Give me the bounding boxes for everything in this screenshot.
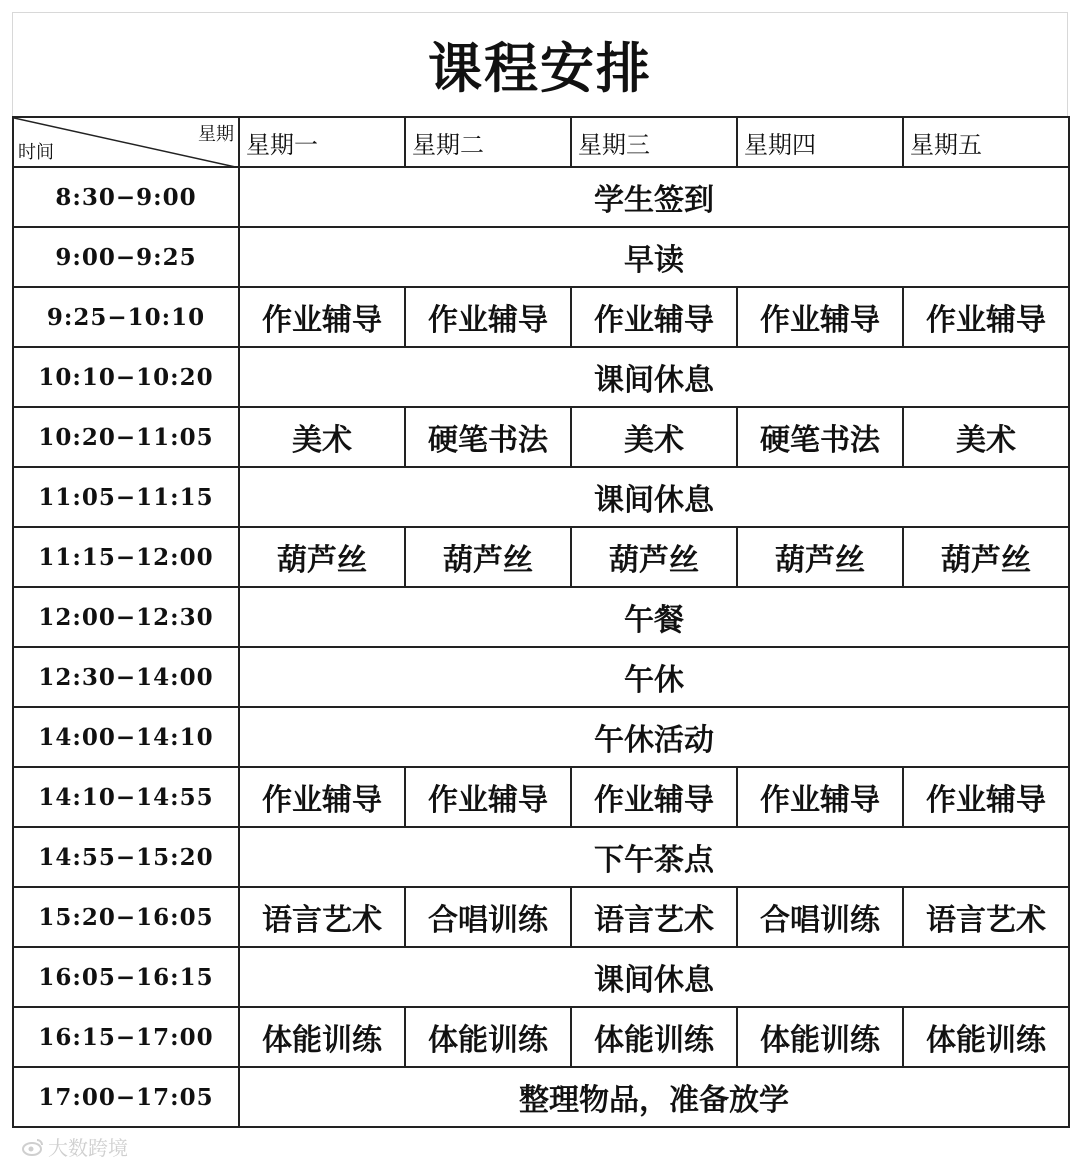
activity-cell: 语言艺术 xyxy=(903,887,1069,947)
activity-cell-all-days: 课间休息 xyxy=(239,467,1069,527)
activity-cell: 语言艺术 xyxy=(239,887,405,947)
activity-cell: 作业辅导 xyxy=(737,767,903,827)
activity-cell: 体能训练 xyxy=(239,1007,405,1067)
activity-cell-all-days: 课间休息 xyxy=(239,947,1069,1007)
activity-cell: 葫芦丝 xyxy=(405,527,571,587)
title-box xyxy=(12,12,1068,116)
time-slot: 10:10−10:20 xyxy=(13,347,239,407)
time-slot: 15:20−16:05 xyxy=(13,887,239,947)
schedule-row xyxy=(13,407,1069,467)
time-slot: 9:25−10:10 xyxy=(13,287,239,347)
activity-cell: 葫芦丝 xyxy=(903,527,1069,587)
day-header-tue: 星期二 xyxy=(405,117,571,167)
schedule-row xyxy=(13,947,1069,1007)
activity-cell: 合唱训练 xyxy=(405,887,571,947)
activity-cell: 体能训练 xyxy=(737,1007,903,1067)
page-title: 课程安排 xyxy=(428,36,652,100)
activity-cell-all-days: 下午茶点 xyxy=(239,827,1069,887)
activity-cell-all-days: 午休活动 xyxy=(239,707,1069,767)
activity-cell-all-days: 早读 xyxy=(239,227,1069,287)
schedule-row xyxy=(13,1007,1069,1067)
time-slot: 14:00−14:10 xyxy=(13,707,239,767)
activity-cell-all-days: 课间休息 xyxy=(239,347,1069,407)
activity-cell: 体能训练 xyxy=(571,1007,737,1067)
activity-cell: 作业辅导 xyxy=(571,767,737,827)
schedule-sheet xyxy=(12,12,1068,1160)
time-slot: 14:10−14:55 xyxy=(13,767,239,827)
schedule-row xyxy=(13,227,1069,287)
watermark xyxy=(22,1132,128,1161)
activity-cell: 葫芦丝 xyxy=(571,527,737,587)
schedule-row xyxy=(13,767,1069,827)
activity-cell: 葫芦丝 xyxy=(239,527,405,587)
schedule-row xyxy=(13,587,1069,647)
activity-cell: 葫芦丝 xyxy=(737,527,903,587)
day-header-wed: 星期三 xyxy=(571,117,737,167)
activity-cell: 作业辅导 xyxy=(239,767,405,827)
day-header-thu: 星期四 xyxy=(737,117,903,167)
activity-cell: 作业辅导 xyxy=(903,287,1069,347)
schedule-row xyxy=(13,647,1069,707)
activity-cell: 作业辅导 xyxy=(405,287,571,347)
schedule-row xyxy=(13,887,1069,947)
header-row xyxy=(13,117,1069,167)
schedule-row xyxy=(13,467,1069,527)
schedule-row xyxy=(13,527,1069,587)
schedule-row xyxy=(13,287,1069,347)
schedule-row xyxy=(13,167,1069,227)
corner-cell xyxy=(13,117,239,167)
time-slot: 11:05−11:15 xyxy=(13,467,239,527)
activity-cell: 硬笔书法 xyxy=(405,407,571,467)
activity-cell-all-days: 午休 xyxy=(239,647,1069,707)
time-slot: 12:00−12:30 xyxy=(13,587,239,647)
activity-cell: 美术 xyxy=(239,407,405,467)
corner-label-time: 时间 xyxy=(18,142,54,163)
activity-cell: 体能训练 xyxy=(405,1007,571,1067)
activity-cell: 作业辅导 xyxy=(737,287,903,347)
time-slot: 16:05−16:15 xyxy=(13,947,239,1007)
schedule-row xyxy=(13,707,1069,767)
activity-cell: 美术 xyxy=(903,407,1069,467)
activity-cell: 美术 xyxy=(571,407,737,467)
activity-cell: 语言艺术 xyxy=(571,887,737,947)
activity-cell: 作业辅导 xyxy=(239,287,405,347)
activity-cell: 作业辅导 xyxy=(405,767,571,827)
time-slot: 14:55−15:20 xyxy=(13,827,239,887)
schedule-table xyxy=(12,116,1070,1128)
activity-cell: 体能训练 xyxy=(903,1007,1069,1067)
activity-cell-all-days: 午餐 xyxy=(239,587,1069,647)
schedule-row xyxy=(13,827,1069,887)
time-slot: 9:00−9:25 xyxy=(13,227,239,287)
time-slot: 11:15−12:00 xyxy=(13,527,239,587)
schedule-row xyxy=(13,1067,1069,1127)
time-slot: 17:00−17:05 xyxy=(13,1067,239,1127)
weibo-icon xyxy=(22,1138,44,1156)
activity-cell: 作业辅导 xyxy=(903,767,1069,827)
day-header-fri: 星期五 xyxy=(903,117,1069,167)
activity-cell-all-days: 整理物品，准备放学 xyxy=(239,1067,1069,1127)
activity-cell-all-days: 学生签到 xyxy=(239,167,1069,227)
day-header-mon: 星期一 xyxy=(239,117,405,167)
time-slot: 12:30−14:00 xyxy=(13,647,239,707)
activity-cell: 合唱训练 xyxy=(737,887,903,947)
time-slot: 16:15−17:00 xyxy=(13,1007,239,1067)
schedule-row xyxy=(13,347,1069,407)
time-slot: 10:20−11:05 xyxy=(13,407,239,467)
watermark-text: 大数跨境 xyxy=(48,1136,128,1160)
activity-cell: 硬笔书法 xyxy=(737,407,903,467)
time-slot: 8:30−9:00 xyxy=(13,167,239,227)
activity-cell: 作业辅导 xyxy=(571,287,737,347)
corner-label-weekday: 星期 xyxy=(198,124,234,145)
